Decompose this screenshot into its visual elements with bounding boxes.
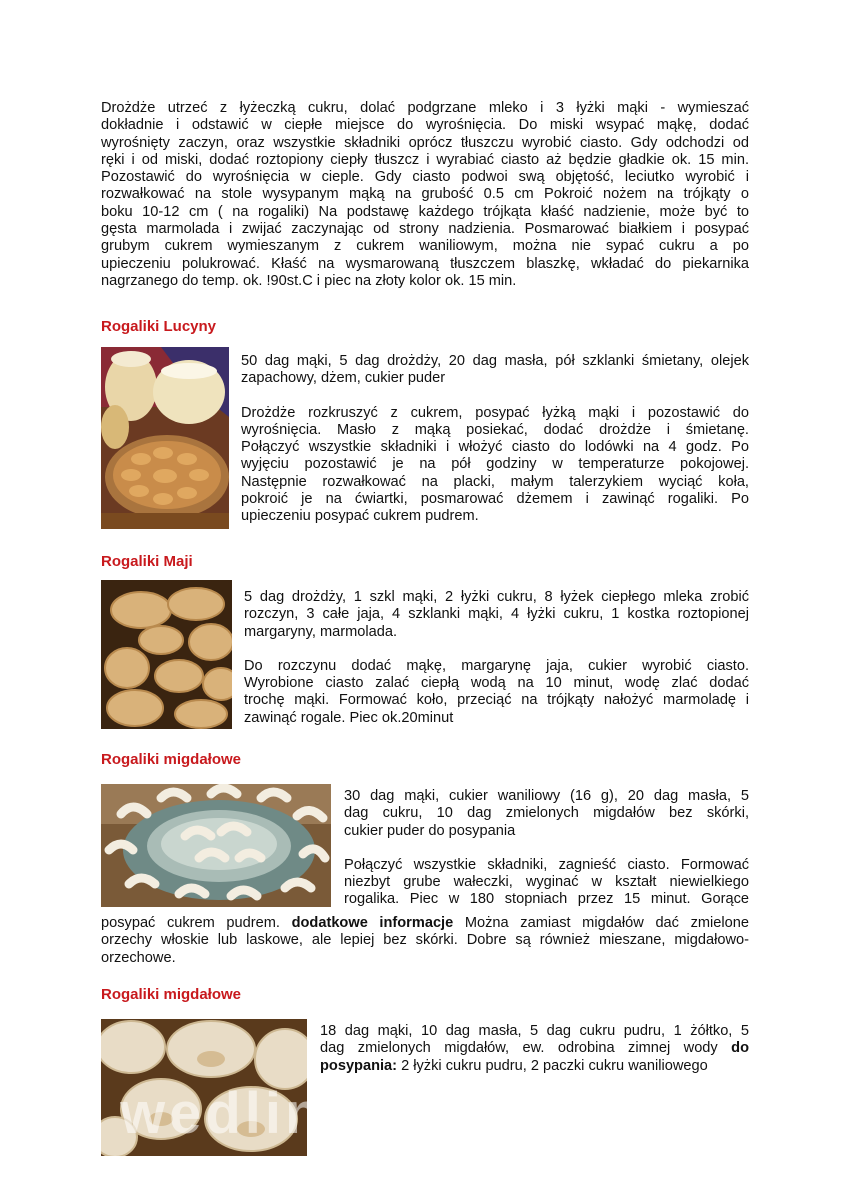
rogaliki-lucyny-photo — [101, 347, 229, 529]
text-line: dokładnie i odstawić w ciepłe miejsce do wyrośnięcia. Do miski wsypać mąkę, dodać — [101, 117, 749, 134]
ingredients-line: 18 dag mąki, 10 dag masła, 5 dag cukru pudru, 1 żółtko, 5 — [320, 1023, 749, 1039]
text-span: 2 łyżki cukru pudru, 2 paczki cukru waniliowego — [397, 1057, 708, 1074]
recipe-title-maji: Rogaliki Maji — [101, 553, 193, 570]
ingredients-line: cukier puder do posypania — [344, 822, 516, 839]
text-span: Można zamiast migdałów dać zmielone — [453, 915, 749, 931]
method-line: Do rozczynu dodać mąkę, margarynę jaja, cukier wyrobić ciasto. — [244, 657, 749, 674]
ingredients-line: 30 dag mąki, cukier waniliowy (16 g), 20 dag masła, 5 — [344, 788, 749, 804]
recipe-maji-text — [244, 589, 749, 727]
text-span: dag zmielonych migdałów, ew. odrobina zimnej wody — [320, 1040, 718, 1057]
method-line: niezbyt grube wałeczki, wyginać w kształt niewielkiego — [344, 874, 749, 891]
recipe-lucyny-text — [241, 353, 749, 526]
site-watermark: wedlinydomowe.pl — [120, 1081, 700, 1146]
recipe-title-migdalowe-1: Rogaliki migdałowe — [101, 751, 242, 768]
text-line: ręki i od miski, dodać roztopiony ciepły tłuszcz i wyrabiać ciasto aż będzie gładkie ok. 15 min. — [101, 151, 749, 168]
text-span: do — [731, 1040, 750, 1057]
method-line: pokroić je na ćwiartki, posmarować dżemem i zawinąć rogaliki. Po — [241, 491, 749, 508]
topping-label: posypania: — [320, 1057, 398, 1074]
method-line: upieczeniu posypać cukrem pudrem. — [241, 508, 479, 525]
intro-paragraph — [101, 100, 749, 290]
method-line: wyrośnięcia. Masło z mąką posiekać, dodać drożdże i śmietanę. — [241, 421, 749, 438]
method-line — [101, 915, 749, 932]
ingredients-line — [320, 1058, 749, 1075]
rogaliki-migdalowe-photo-1 — [101, 784, 331, 907]
text-line: grubym cukrem wymieszanym z cukrem waniliowym, można nie sypać cukru a po — [101, 238, 749, 255]
method-line: Połączyć wszystkie składniki, zagnieść ciasto. Formować — [344, 856, 749, 873]
method-line: Następnie rozwałkować na placki, małym talerzykiem wyciąć koła, — [241, 473, 749, 490]
method-line: wyjęciu pozostawić je na pół godziny w temperaturze pokojowej. — [241, 456, 749, 473]
text-line: Drożdże utrzeć z łyżeczką cukru, dolać podgrzane mleko i 3 łyżki mąki - wymieszać — [101, 100, 749, 116]
text-span: posypać cukrem pudrem. — [101, 915, 292, 931]
ingredients-line — [320, 1040, 749, 1057]
method-line: Połączyć wszystkie składniki i włożyć ciasto do lodówki na 4 godz. Po — [241, 439, 749, 456]
method-line: trochę mąki. Formować koło, przeciąć na trójkąty nałożyć marmoladę i — [244, 692, 749, 709]
text-line: Pozostawić do wyrośnięcia w cieple. Gdy ciasto podwoi swą objętość, leciutko wyrobić i — [101, 169, 749, 186]
ingredients-line: rozczyn, 3 całe jaja, 4 szklanki mąki, 4 łyżki cukru, 1 kostka roztopionej — [244, 606, 749, 623]
text-line: nagrzanego do temp. ok. !90st.C i piec na złoty kolor ok. 15 min. — [101, 272, 517, 289]
method-line: rogalika. Piec w 180 stopniach przez 15 minut. Gorące — [344, 891, 749, 908]
recipe-migdalowe-2-text — [320, 1023, 749, 1075]
additional-info-label: dodatkowe informacje — [291, 915, 454, 931]
ingredients-line: zapachowy, dżem, cukier puder — [241, 370, 446, 387]
ingredients-line: dag cukru, 10 dag zmielonych migdałów bez skórki, — [344, 805, 749, 822]
recipe-title-migdalowe-2: Rogaliki migdałowe — [101, 986, 242, 1003]
recipe-migdalowe-1-wide-text — [101, 915, 749, 967]
text-line: rozwałkować na stole wysypanym mąką na grubość 0.5 cm Pokroić nożem na trójkąty o — [101, 186, 749, 203]
text-line: wyrośnięty zaczyn, oraz wszystkie składniki oprócz tłuszczu wyrobić ciasto. Gdy odchodzi od — [101, 134, 749, 151]
text-line: gęsta marmolada i zwijać zaczynając od strony nadzienia. Posmarować białkiem i posypać — [101, 221, 749, 238]
ingredients-line: 50 dag mąki, 5 dag drożdży, 20 dag masła, pół szklanki śmietany, olejek — [241, 353, 749, 369]
method-line: zawinąć rogale. Piec ok.20minut — [244, 709, 454, 726]
method-line: orzechowe. — [101, 949, 176, 966]
method-line: Drożdże rozkruszyć z cukrem, posypać łyżką mąki i pozostawić do — [241, 404, 749, 421]
text-line: boku 10-12 cm ( na rogaliki) Na podstawę każdego trójkąta kłaść nadzienie, może być to — [101, 203, 749, 220]
recipe-title-lucyny: Rogaliki Lucyny — [101, 318, 217, 335]
rogaliki-maji-photo — [101, 580, 232, 729]
text-line: upieczeniu polukrować. Kłaść na wysmarowaną tłuszczem blaszkę, wkładać do piekarnika — [101, 255, 749, 272]
recipe-migdalowe-1-side-text — [344, 788, 749, 909]
ingredients-line: 5 dag drożdży, 1 szkl mąki, 2 łyżki cukru, 8 łyżek ciepłego mleka zrobić — [244, 589, 749, 605]
method-line: orzechy włoskie lub laskowe, ale lepiej bez skórki. Dobre są również mieszane, migdałowo- — [101, 932, 749, 949]
ingredients-line: margaryny, marmolada. — [244, 623, 398, 640]
method-line: Wyrobione ciasto zalać ciepłą wodą na 10 minut, wodę zlać dodać — [244, 675, 749, 692]
